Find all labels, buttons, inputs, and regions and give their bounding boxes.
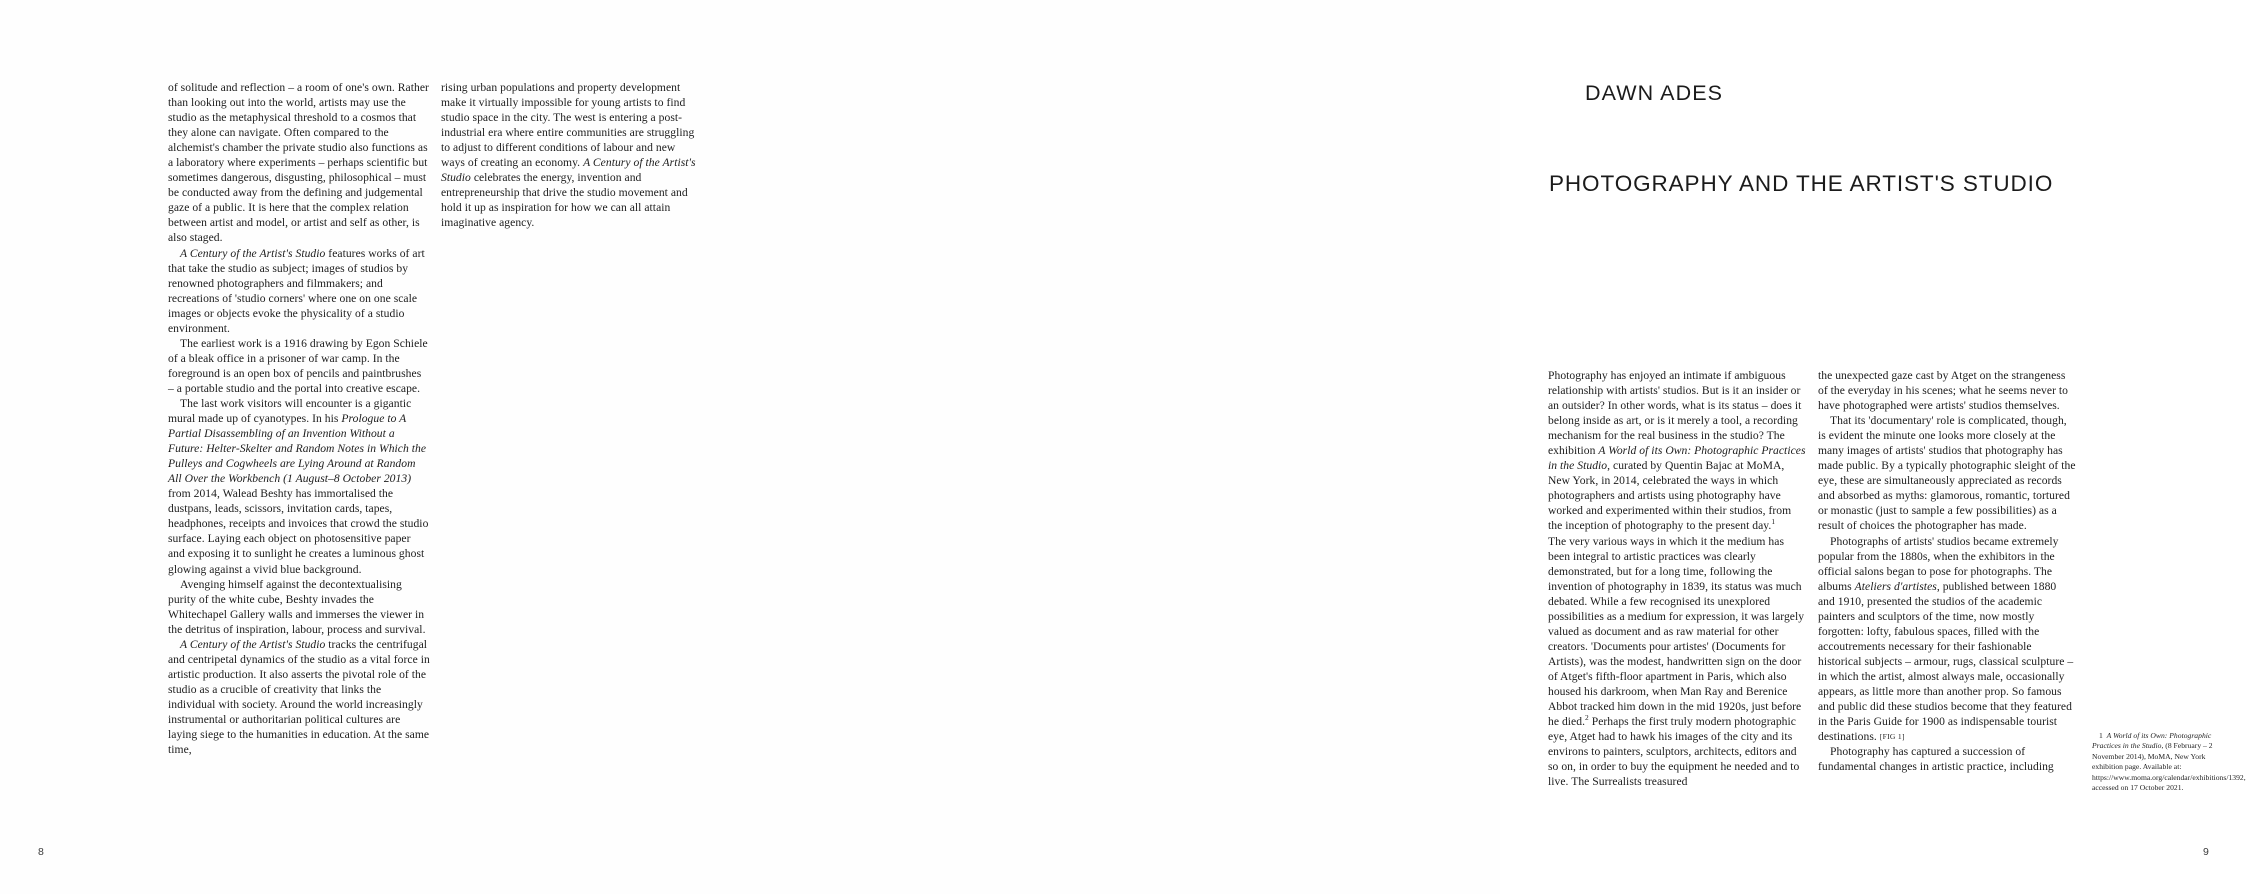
text-run: The last work visitors will encounter is a gigantic mural made up of cyanotypes. In his xyxy=(168,396,412,426)
text-run: celebrates the energy, invention and entrepreneurship that drive the studio movement and hold it up as inspiration for how we can all attain imaginative agency. xyxy=(441,171,688,230)
body-paragraph xyxy=(168,396,430,577)
footnotes-block xyxy=(2092,731,2246,793)
italic-title: A World of its Own: Photographic Practices in the Studio xyxy=(2092,731,2212,751)
italic-title: A Century of the Artist's Studio xyxy=(180,637,326,651)
footnote-number: 1 xyxy=(2099,731,2107,740)
page-left xyxy=(0,0,750,894)
left-page-column-2 xyxy=(441,80,699,230)
body-paragraph xyxy=(168,336,430,396)
body-paragraph xyxy=(1818,413,2076,533)
text-run: the unexpected gaze cast by Atget on the strangeness of the everyday in his scenes; what he seems never to have photographed were artists' studios themselves. xyxy=(1818,369,2069,413)
text-run: Photography has enjoyed an intimate if ambiguous relationship with artists' studios. But is it an insider or an outsider? In other words, what is its status – does it belong inside as art, or is it merely a tool, a recording mechanism for the real business in the studio? The exhibition xyxy=(1548,369,1802,458)
text-run: Perhaps the first truly modern photographic eye, Atget had to hawk his images of the city and its environs to painters, sculptors, architects, editors and so on, in order to buy the equipment he needed and to live. The Surrealists treasured xyxy=(1548,715,1800,789)
left-page-column-1 xyxy=(168,80,430,757)
text-run: rising urban populations and property development make it virtually impossible for young artists to find studio space in the city. The west is entering a post-industrial era where entire communities are struggling to adjust to different conditions of labour and new ways of creating an economy. xyxy=(441,81,695,170)
body-paragraph xyxy=(168,577,430,637)
text-run: of solitude and reflection – a room of one's own. Rather than looking out into the world, artists may use the studio as the metaphysical threshold to a cosmos that they alone can navigate. Often compared to the alchemist's chamber the private studio also functions as a laboratory where experiments – perhaps scientific but sometimes dangerous, disgusting, philosophical – must be conducted away from the defining and judgemental gaze of a public. It is here that the complex relation between artist and model, or artist and self as other, is also staged. xyxy=(168,81,429,245)
body-paragraph xyxy=(1548,368,1806,534)
figure-reference: [FIG 1] xyxy=(1879,732,1905,742)
text-run: tracks the centrifugal and centripetal dynamics of the studio as a vital force in artistic production. It also asserts the pivotal role of the studio as a crucible of creativity that links the individual with society. Around the world increasingly instrumental or authoritarian political cultures are laying siege to the humanities in education. At the same time, xyxy=(168,637,430,757)
body-paragraph xyxy=(168,246,430,336)
italic-title: A World of its Own: Photographic Practices in the Studio xyxy=(1548,444,1806,473)
italic-title: A Century of the Artist's Studio xyxy=(180,246,326,260)
essay-author: DAWN ADES xyxy=(1585,81,1724,105)
text-run: Photography has captured a succession of fundamental changes in artistic practice, including xyxy=(1818,745,2054,774)
body-paragraph xyxy=(1818,744,2076,774)
footnote-marker: 2 xyxy=(1585,713,1589,723)
text-run: That its 'documentary' role is complicated, though, is evident the minute one looks more closely at the many images of artists' studios that photography has made public. By a typically photographic sleight of the eye, these are simultaneously appreciated as records and absorbed as myths: glamorous, romantic, tortured or monastic (just to sample a few possibilities) as a result of choices the photographer has made. xyxy=(1818,414,2076,533)
page-right xyxy=(750,0,2246,894)
italic-title: Prologue to A Partial Disassembling of an Invention Without a Future: Helter-Skelter and Random Notes in Which the Pulleys and Cogwheels are Lying Around at Random All Over the Workbench (1 August–8 October 2013) xyxy=(168,412,427,486)
text-run: , published between 1880 and 1910, presented the studios of the academic painters and sculptors of the time, now mostly forgotten: lofty, fabulous spaces, filled with the accoutrements necessary for their fashionable historical subjects – armour, rugs, classical sculpture – in which the artist, almost always male, occasionally appears, as little more than another prop. So famous and public did these studios become that they featured in the Paris Guide for 1900 as indispensable tourist destinations. xyxy=(1818,579,2074,744)
text-run: , (8 February – 2 November 2014), MoMA, New York exhibition page. Available at: https://www.moma.org/calendar/exhibitions/1392, accessed on 17 October 2021. xyxy=(2092,741,2246,793)
footnote-item xyxy=(2092,731,2246,793)
text-run: Photographs of artists' studios became extremely popular from the 1880s, when the exhibitors in the official salons began to pose for photographs. The albums xyxy=(1818,534,2059,593)
text-run: The very various ways in which it the medium has been integral to artistic practices was clearly demonstrated, but for a long time, following the invention of photography in 1839, its status was much debated. While a few recognised its unexplored possibilities as a medium for expression, it was largely valued as document and as raw material for other creators. 'Documents pour artistes' (Documents for Artists), was the modest, handwritten sign on the door of Atget's fifth-floor apartment in Paris, which also housed his darkroom, when Man Ray and Berenice Abbot tracked him down in the mid 1920s, just before he died. xyxy=(1548,534,1805,729)
body-paragraph xyxy=(168,80,430,246)
italic-title: A Century of the Artist's Studio xyxy=(441,156,696,185)
body-paragraph xyxy=(168,637,430,757)
page-number-right: 9 xyxy=(2203,846,2209,858)
text-run: , curated by Quentin Bajac at MoMA, New York, in 2014, celebrated the ways in which photographers and artists using photography have worked and experimented within their studios, from the inception of photography to the present day. xyxy=(1548,459,1792,533)
right-page-column-2 xyxy=(1818,368,2076,774)
footnote-marker: 1 xyxy=(1771,517,1776,527)
text-run: from 2014, Walead Beshty has immortalised the dustpans, leads, scissors, invitation cards, tapes, headphones, receipts and invoices that crowd the studio surface. Laying each object on photosensitive paper and exposing it to sunlight he creates a luminous ghost glowing against a vivid blue background. xyxy=(168,487,429,576)
italic-title: Ateliers d'artistes xyxy=(1854,579,1937,593)
right-page-column-1 xyxy=(1548,368,1806,789)
body-paragraph xyxy=(441,80,699,230)
text-run: Avenging himself against the decontextualising purity of the white cube, Beshty invades the Whitechapel Gallery walls and immerses the viewer in the detritus of inspiration, labour, process and survival. xyxy=(168,577,426,636)
text-run: The earliest work is a 1916 drawing by Egon Schiele of a bleak office in a prisoner of war camp. In the foreground is an open box of pencils and paintbrushes – a portable studio and the portal into creative escape. xyxy=(168,336,428,395)
body-paragraph xyxy=(1818,534,2076,745)
body-paragraph xyxy=(1818,368,2076,413)
text-run: features works of art that take the studio as subject; images of studios by renowned photographers and filmmakers; and recreations of 'studio corners' where one on one scale images or objects evoke the physicality of a studio environment. xyxy=(168,246,425,335)
page-number-left: 8 xyxy=(38,846,44,858)
body-paragraph xyxy=(1548,534,1806,790)
essay-title: PHOTOGRAPHY AND THE ARTIST'S STUDIO xyxy=(1549,171,2054,196)
